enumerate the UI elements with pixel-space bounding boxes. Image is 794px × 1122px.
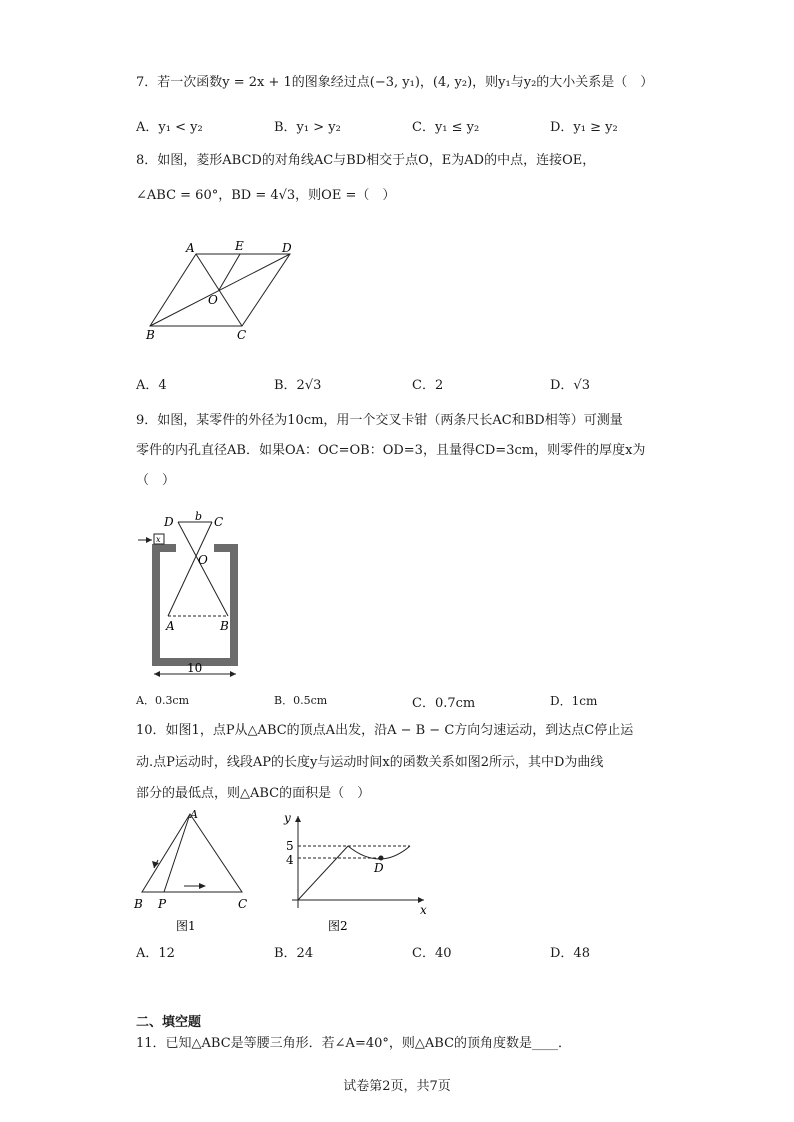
q8-label-d: D (282, 241, 292, 255)
q10-stem-line2: 动.点P运动时，线段AP的长度y与运动时间x的函数关系如图2所示，其中D为曲线 (136, 755, 604, 770)
triangle-abc (142, 814, 242, 892)
q10-fig2-label-d: D (374, 861, 384, 875)
part-left-wall (152, 544, 160, 666)
q10-fig1-caption: 图1 (176, 919, 196, 933)
q9-label-width: 10 (187, 661, 203, 675)
dimension-arrow-right (230, 671, 236, 677)
caliper-arm-ac (168, 522, 212, 616)
q8-label-c: C (237, 328, 247, 342)
q9-label-x: x (156, 535, 161, 544)
q9-stem-line3: （ ） (136, 473, 176, 488)
q10-option-b[interactable]: B．24 (274, 946, 314, 961)
q8-option-d[interactable]: D．√3 (550, 378, 590, 393)
q9-stem-line2: 零件的内孔直径AB．如果OA：OC=OB：OD=3，且量得CD=3cm，则零件的厚度x为 (136, 443, 646, 458)
q10-stem-line3: 部分的最低点，则△ABC的面积是（ ） (136, 786, 371, 801)
q8-label-a: A (186, 241, 195, 255)
graph-line (298, 846, 348, 900)
diagonal-bd (150, 254, 290, 326)
dimension-arrow-left (154, 671, 160, 677)
q10-fig2-tick-5: 5 (286, 839, 294, 853)
q10-option-d[interactable]: D．48 (550, 946, 590, 961)
q10-fig1-label-c: C (238, 897, 248, 911)
q7-stem: 7．若一次函数y = 2x + 1的图象经过点(−3, y₁)，(4, y₂)，则y₁与y₂的大小关系是（ ） (136, 75, 654, 90)
q8-stem-line2: ∠ABC = 60°，BD = 4√3，则OE =（ ） (136, 188, 396, 203)
section-title: 二、填空题 (136, 1015, 202, 1030)
q9-label-b: B (220, 619, 229, 633)
q10-fig2-label-x: x (420, 903, 427, 917)
q9-option-c[interactable]: C．0.7cm (412, 696, 476, 711)
page-footer: 试卷第2页，共7页 (343, 1079, 451, 1094)
q8-options (136, 374, 696, 392)
thickness-arrow (146, 537, 152, 543)
q9-option-a[interactable]: A．0.3cm (136, 694, 190, 707)
q8-option-a[interactable]: A．4 (136, 378, 167, 393)
q10-options (136, 942, 696, 960)
q11-stem: 11．已知△ABC是等腰三角形．若∠A=40°，则△ABC的顶角度数是____． (136, 1036, 572, 1051)
q7-option-a[interactable]: A．y₁ < y₂ (136, 120, 203, 135)
q8-rhombus-figure (140, 236, 310, 346)
q10-fig2-graph (278, 808, 438, 936)
q8-stem-line1: 8．如图，菱形ABCD的对角线AC与BD相交于点O，E为AD的中点，连接OE， (136, 153, 596, 168)
q9-options (136, 692, 696, 710)
q7-option-c[interactable]: C．y₁ ≤ y₂ (412, 120, 480, 135)
q10-fig1-label-a: A (190, 808, 198, 821)
q10-fig1-label-p: P (158, 897, 167, 911)
q8-option-c[interactable]: C．2 (412, 378, 444, 393)
q9-label-c: C (214, 515, 224, 529)
q9-stem-line1: 9．如图，某零件的外径为10cm，用一个交叉卡钳（两条尺长AC和BD相等）可测量 (136, 413, 623, 428)
q8-label-b: B (146, 328, 155, 342)
q7-option-b[interactable]: B．y₁ > y₂ (274, 120, 341, 135)
q7-option-d[interactable]: D．y₁ ≥ y₂ (550, 120, 618, 135)
q9-option-d[interactable]: D．1cm (550, 694, 598, 708)
q10-stem-line1: 10．如图1，点P从△ABC的顶点A出发，沿A − B − C方向匀速运动，到达点C停止运 (136, 723, 634, 738)
q9-label-a: A (166, 619, 175, 633)
q10-fig2-caption: 图2 (328, 919, 348, 933)
q8-label-o: O (208, 293, 218, 307)
q10-option-c[interactable]: C．40 (412, 946, 452, 961)
segment-ap (164, 814, 190, 892)
q10-fig1-label-b: B (134, 897, 143, 911)
part-left-lip (152, 544, 176, 552)
q10-fig1-triangle (128, 806, 258, 936)
q8-option-b[interactable]: B．2√3 (274, 378, 322, 393)
q10-fig2-tick-4: 4 (286, 853, 294, 867)
q7-options (136, 116, 696, 134)
q9-label-d: D (164, 515, 174, 529)
q10-option-a[interactable]: A．12 (136, 946, 175, 961)
q9-caliper-figure (134, 504, 254, 682)
q10-fig2-label-y: y (284, 811, 291, 825)
q9-label-b-lower: b (195, 510, 203, 523)
part-right-wall (230, 544, 238, 666)
q9-option-b[interactable]: B．0.5cm (274, 694, 328, 707)
q8-label-e: E (235, 239, 244, 253)
q9-label-o: O (198, 553, 208, 567)
point-d (379, 856, 384, 861)
caliper-arm-bd (178, 522, 228, 616)
part-right-lip (214, 544, 238, 552)
